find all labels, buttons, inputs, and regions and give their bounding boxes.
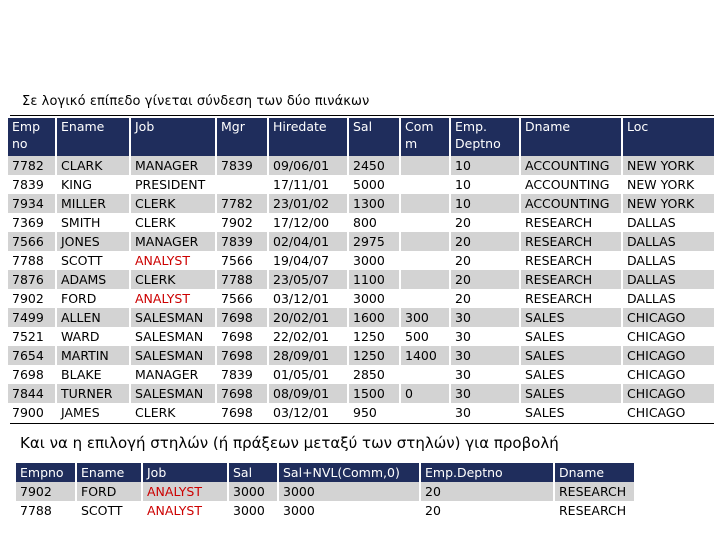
- table-cell: DALLAS: [622, 289, 714, 308]
- table-cell: SALES: [520, 403, 622, 422]
- table-cell: CLERK: [130, 213, 216, 232]
- table-cell: 2450: [348, 156, 400, 175]
- table-cell: [400, 194, 450, 213]
- table-cell: 20: [420, 501, 554, 520]
- table-cell: 17/11/01: [268, 175, 348, 194]
- table-cell: NEW YORK: [622, 194, 714, 213]
- table-cell: SCOTT: [76, 501, 142, 520]
- table-cell: [400, 156, 450, 175]
- table-cell: SMITH: [56, 213, 130, 232]
- joined-table: [8, 118, 714, 422]
- table-cell: 1300: [348, 194, 400, 213]
- table-cell: CHICAGO: [622, 346, 714, 365]
- table-cell: 7698: [216, 384, 268, 403]
- table-cell: TURNER: [56, 384, 130, 403]
- table-cell: CHICAGO: [622, 308, 714, 327]
- table-cell: 30: [450, 384, 520, 403]
- table-cell: 7782: [8, 156, 56, 175]
- table-cell: 20: [450, 289, 520, 308]
- table-cell: 10: [450, 156, 520, 175]
- table-cell: 02/04/01: [268, 232, 348, 251]
- table-cell: MANAGER: [130, 232, 216, 251]
- column-header: Job: [142, 463, 228, 482]
- table-cell: ADAMS: [56, 270, 130, 289]
- table-cell: ACCOUNTING: [520, 194, 622, 213]
- table-cell: 20: [450, 232, 520, 251]
- table-row: [8, 384, 714, 403]
- column-header: Hiredate: [268, 118, 348, 156]
- table-row: [8, 289, 714, 308]
- table-cell: PRESIDENT: [130, 175, 216, 194]
- table-cell: CHICAGO: [622, 403, 714, 422]
- table-cell: 7698: [216, 308, 268, 327]
- column-header: Mgr: [216, 118, 268, 156]
- table-cell: 1600: [348, 308, 400, 327]
- column-header: Sal: [228, 463, 278, 482]
- table-cell: 7902: [16, 482, 76, 501]
- table-row: [8, 156, 714, 175]
- table-cell: 7654: [8, 346, 56, 365]
- table-cell: ACCOUNTING: [520, 156, 622, 175]
- table-cell: [216, 175, 268, 194]
- table-cell: [400, 251, 450, 270]
- table-cell: ANALYST: [130, 289, 216, 308]
- table-cell: [400, 213, 450, 232]
- table-cell: 01/05/01: [268, 365, 348, 384]
- column-header: Emp.Deptno: [420, 463, 554, 482]
- table-cell: 7566: [216, 251, 268, 270]
- table-cell: SALES: [520, 346, 622, 365]
- column-header: Emp. Deptno: [450, 118, 520, 156]
- table-cell: RESEARCH: [520, 213, 622, 232]
- table-cell: SALES: [520, 308, 622, 327]
- column-header: Emp no: [8, 118, 56, 156]
- table-cell: 03/12/01: [268, 289, 348, 308]
- table-cell: MILLER: [56, 194, 130, 213]
- table-cell: 7698: [216, 346, 268, 365]
- table-cell: 7788: [16, 501, 76, 520]
- table-cell: 3000: [278, 501, 420, 520]
- table-cell: MANAGER: [130, 156, 216, 175]
- table-cell: 7566: [216, 289, 268, 308]
- table-cell: MANAGER: [130, 365, 216, 384]
- table-cell: 30: [450, 403, 520, 422]
- table-cell: 7839: [8, 175, 56, 194]
- table-cell: RESEARCH: [520, 251, 622, 270]
- table-cell: 30: [450, 365, 520, 384]
- table-cell: 3000: [228, 501, 278, 520]
- table-cell: 7902: [8, 289, 56, 308]
- table-row: [8, 308, 714, 327]
- table-cell: 1500: [348, 384, 400, 403]
- table-cell: [400, 289, 450, 308]
- table-cell: 3000: [348, 289, 400, 308]
- table-cell: ALLEN: [56, 308, 130, 327]
- table-cell: WARD: [56, 327, 130, 346]
- table-cell: DALLAS: [622, 251, 714, 270]
- table-cell: 20: [420, 482, 554, 501]
- table-cell: 7782: [216, 194, 268, 213]
- table-cell: CHICAGO: [622, 365, 714, 384]
- table-cell: SALESMAN: [130, 308, 216, 327]
- table-cell: 23/05/07: [268, 270, 348, 289]
- table-cell: RESEARCH: [520, 232, 622, 251]
- table-cell: 10: [450, 194, 520, 213]
- table-row: [8, 213, 714, 232]
- table-cell: ACCOUNTING: [520, 175, 622, 194]
- table-cell: 7876: [8, 270, 56, 289]
- table-cell: FORD: [76, 482, 142, 501]
- table-cell: 7902: [216, 213, 268, 232]
- table-row: [8, 327, 714, 346]
- top-rule: [10, 115, 714, 116]
- table-cell: 3000: [348, 251, 400, 270]
- table-row: [8, 403, 714, 422]
- table-cell: 800: [348, 213, 400, 232]
- table-cell: 3000: [228, 482, 278, 501]
- table-cell: 30: [450, 327, 520, 346]
- table-cell: 10: [450, 175, 520, 194]
- table-row: [8, 232, 714, 251]
- table-cell: SALES: [520, 327, 622, 346]
- column-header: Loc: [622, 118, 714, 156]
- table-cell: 7369: [8, 213, 56, 232]
- table-cell: ANALYST: [142, 482, 228, 501]
- table-cell: 2975: [348, 232, 400, 251]
- table-row: [8, 175, 714, 194]
- table-cell: SALESMAN: [130, 346, 216, 365]
- table-cell: [400, 270, 450, 289]
- table-cell: 0: [400, 384, 450, 403]
- table-cell: MARTIN: [56, 346, 130, 365]
- table-cell: 23/01/02: [268, 194, 348, 213]
- column-header: Sal+NVL(Comm,0): [278, 463, 420, 482]
- column-header: Com m: [400, 118, 450, 156]
- table-cell: DALLAS: [622, 232, 714, 251]
- table-cell: 20/02/01: [268, 308, 348, 327]
- table-cell: 7788: [8, 251, 56, 270]
- table-cell: RESEARCH: [554, 501, 634, 520]
- result-table-header: [16, 463, 634, 482]
- joined-table-header: [8, 118, 714, 156]
- column-header: Empno: [16, 463, 76, 482]
- table-cell: 28/09/01: [268, 346, 348, 365]
- table-cell: JONES: [56, 232, 130, 251]
- table-cell: SALESMAN: [130, 327, 216, 346]
- table-cell: 1400: [400, 346, 450, 365]
- table-cell: 19/04/07: [268, 251, 348, 270]
- table-cell: 300: [400, 308, 450, 327]
- table-cell: 09/06/01: [268, 156, 348, 175]
- table-row: [16, 501, 634, 520]
- table-cell: KING: [56, 175, 130, 194]
- table-cell: 2850: [348, 365, 400, 384]
- table-cell: [400, 403, 450, 422]
- table-cell: 5000: [348, 175, 400, 194]
- table-cell: FORD: [56, 289, 130, 308]
- table-cell: 7698: [8, 365, 56, 384]
- table-cell: [400, 175, 450, 194]
- column-header: Sal: [348, 118, 400, 156]
- table-cell: CLERK: [130, 403, 216, 422]
- column-header: Job: [130, 118, 216, 156]
- table-cell: 03/12/01: [268, 403, 348, 422]
- column-header: Ename: [56, 118, 130, 156]
- caption-bottom: Και να η επιλογή στηλών (ή πράξεων μεταξύ των στηλών) για προβολή: [20, 434, 559, 452]
- bottom-rule: [10, 423, 714, 424]
- column-header: Dname: [554, 463, 634, 482]
- table-row: [8, 251, 714, 270]
- table-cell: SALESMAN: [130, 384, 216, 403]
- table-cell: JAMES: [56, 403, 130, 422]
- table-cell: 1250: [348, 327, 400, 346]
- table-cell: SALES: [520, 384, 622, 403]
- table-cell: ANALYST: [130, 251, 216, 270]
- result-table: [16, 463, 634, 520]
- table-cell: 1250: [348, 346, 400, 365]
- table-cell: 7839: [216, 365, 268, 384]
- table-cell: 7499: [8, 308, 56, 327]
- table-cell: 17/12/00: [268, 213, 348, 232]
- table-cell: 7566: [8, 232, 56, 251]
- table-cell: 7839: [216, 156, 268, 175]
- table-cell: 08/09/01: [268, 384, 348, 403]
- table-cell: 7900: [8, 403, 56, 422]
- table-row: [16, 482, 634, 501]
- table-cell: 7698: [216, 327, 268, 346]
- table-cell: CLARK: [56, 156, 130, 175]
- table-row: [8, 194, 714, 213]
- table-cell: NEW YORK: [622, 156, 714, 175]
- table-cell: 30: [450, 308, 520, 327]
- table-cell: DALLAS: [622, 270, 714, 289]
- table-cell: 950: [348, 403, 400, 422]
- table-cell: [400, 232, 450, 251]
- table-cell: 1100: [348, 270, 400, 289]
- table-cell: SALES: [520, 365, 622, 384]
- table-cell: 7839: [216, 232, 268, 251]
- table-cell: CHICAGO: [622, 384, 714, 403]
- table-cell: 7934: [8, 194, 56, 213]
- table-cell: RESEARCH: [520, 289, 622, 308]
- table-row: [8, 365, 714, 384]
- table-cell: SCOTT: [56, 251, 130, 270]
- table-cell: ANALYST: [142, 501, 228, 520]
- table-cell: 20: [450, 270, 520, 289]
- table-cell: RESEARCH: [554, 482, 634, 501]
- table-cell: RESEARCH: [520, 270, 622, 289]
- table-cell: BLAKE: [56, 365, 130, 384]
- table-cell: 20: [450, 251, 520, 270]
- table-cell: 7521: [8, 327, 56, 346]
- column-header: Ename: [76, 463, 142, 482]
- table-cell: CHICAGO: [622, 327, 714, 346]
- table-cell: NEW YORK: [622, 175, 714, 194]
- table-cell: 3000: [278, 482, 420, 501]
- table-cell: 7844: [8, 384, 56, 403]
- table-cell: 30: [450, 346, 520, 365]
- table-cell: CLERK: [130, 270, 216, 289]
- table-cell: CLERK: [130, 194, 216, 213]
- table-cell: [400, 365, 450, 384]
- caption-top: Σε λογικό επίπεδο γίνεται σύνδεση των δύο πινάκων: [22, 94, 370, 109]
- table-cell: DALLAS: [622, 213, 714, 232]
- table-cell: 22/02/01: [268, 327, 348, 346]
- table-cell: 7698: [216, 403, 268, 422]
- table-row: [8, 346, 714, 365]
- table-cell: 7788: [216, 270, 268, 289]
- table-row: [8, 270, 714, 289]
- column-header: Dname: [520, 118, 622, 156]
- table-cell: 500: [400, 327, 450, 346]
- table-cell: 20: [450, 213, 520, 232]
